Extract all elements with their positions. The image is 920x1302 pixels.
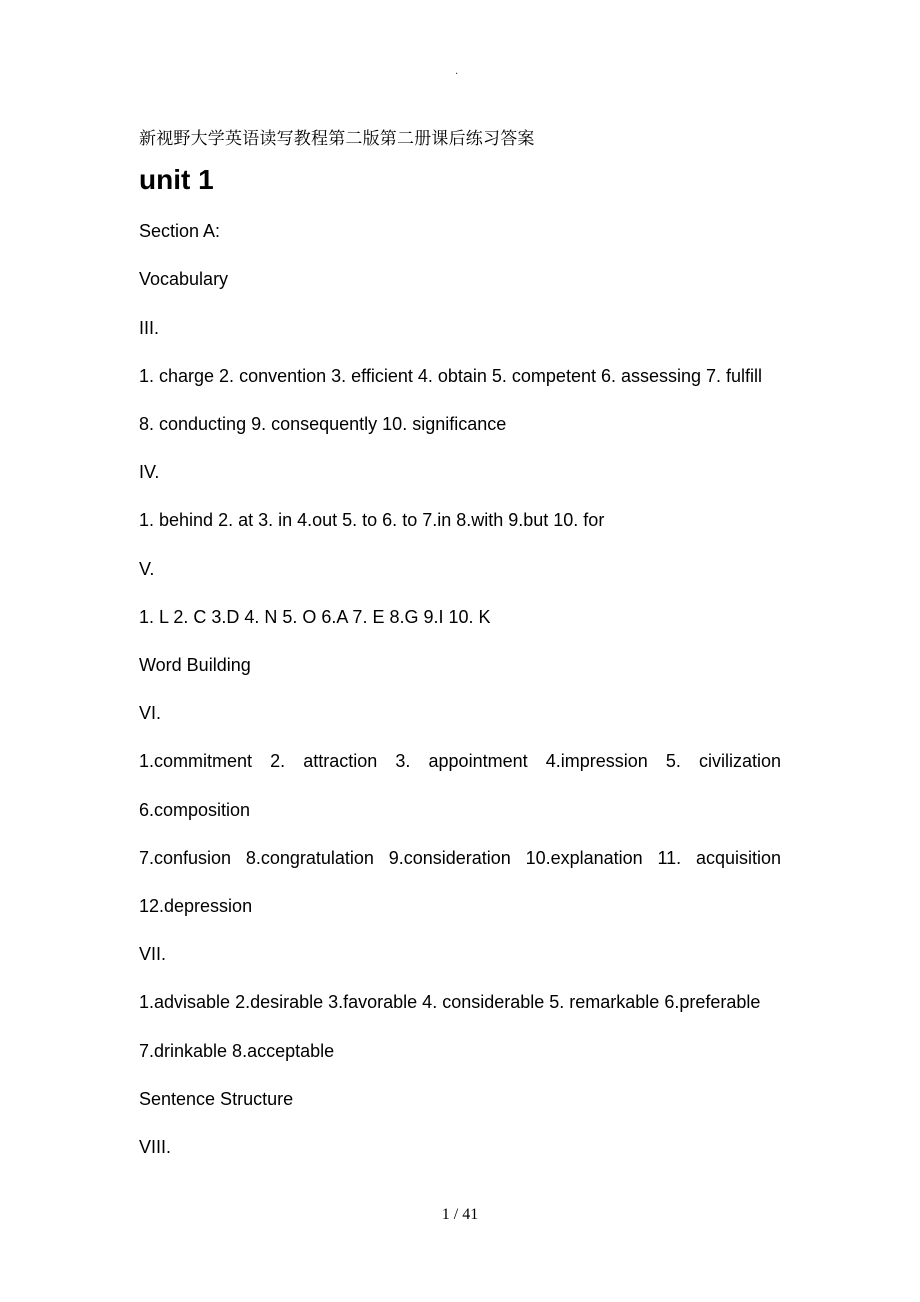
- exercise-3-label: III.: [139, 318, 160, 338]
- header-mark: .: [455, 66, 459, 77]
- page-indicator: 1 / 41: [441, 1206, 479, 1223]
- vocabulary-label: Vocabulary: [139, 269, 229, 289]
- section-label: Section A:: [139, 221, 221, 241]
- exercise-4-answers-line-1: 1. behind 2. at 3. in 4.out 5. to 6. to 7.in 8.with 9.but 10. for: [139, 510, 605, 530]
- exercise-7-label: VII.: [139, 944, 167, 964]
- exercise-6-answers-line-2: 6.composition: [139, 800, 251, 820]
- unit-heading: unit 1: [139, 164, 214, 195]
- exercise-5-label: V.: [139, 559, 155, 579]
- exercise-8-label: VIII.: [139, 1137, 172, 1157]
- word-building-label: Word Building: [139, 655, 251, 675]
- sentence-structure-label: Sentence Structure: [139, 1089, 294, 1109]
- exercise-4-label: IV.: [139, 462, 160, 482]
- document-title: 新视野大学英语读写教程第二版第二册课后练习答案: [139, 129, 535, 149]
- exercise-6-label: VI.: [139, 703, 162, 723]
- exercise-5-answers-line-1: 1. L 2. C 3.D 4. N 5. O 6.A 7. E 8.G 9.I 10. K: [139, 607, 491, 627]
- exercise-3-answers-line-2: 8. conducting 9. consequently 10. significance: [139, 414, 507, 434]
- exercise-7-answers-line-1: 1.advisable 2.desirable 3.favorable 4. considerable 5. remarkable 6.preferable: [139, 992, 761, 1012]
- exercise-7-answers-line-2: 7.drinkable 8.acceptable: [139, 1041, 335, 1061]
- exercise-6-answers-line-4: 12.depression: [139, 896, 253, 916]
- exercise-6-answers-line-1: 1.commitment 2. attraction 3. appointment 4.impression 5. civilization: [139, 751, 781, 771]
- exercise-6-answers-line-3: 7.confusion 8.congratulation 9.consideration 10.explanation 11. acquisition: [139, 848, 781, 868]
- exercise-3-answers-line-1: 1. charge 2. convention 3. efficient 4. obtain 5. competent 6. assessing 7. fulfill: [139, 366, 763, 386]
